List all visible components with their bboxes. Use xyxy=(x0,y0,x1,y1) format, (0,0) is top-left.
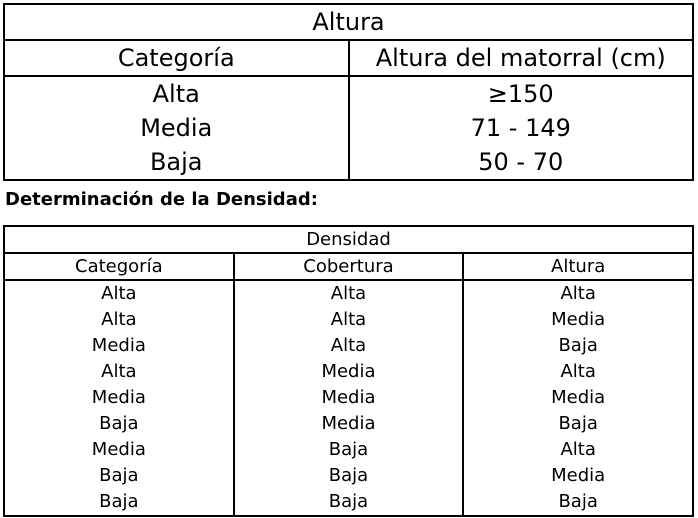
densidad-table xyxy=(3,225,694,517)
table-cell: Media xyxy=(551,309,606,330)
table-cell: Media xyxy=(4,385,234,411)
table-row xyxy=(4,489,693,516)
table-cell: Baja xyxy=(4,463,234,489)
altura-table xyxy=(3,3,694,181)
table-cell: 50 - 70 xyxy=(478,148,564,176)
table-cell: Media xyxy=(234,385,464,411)
table-cell: Baja xyxy=(4,411,234,437)
table-cell: Baja xyxy=(4,489,234,516)
table-row xyxy=(4,385,693,411)
table-cell: Media xyxy=(551,387,606,408)
table-cell: Alta xyxy=(4,359,234,385)
altura-table-title: Altura xyxy=(4,4,693,40)
table-cell: Baja xyxy=(234,489,464,516)
table-row xyxy=(4,76,693,111)
table-row xyxy=(4,145,693,180)
table-row xyxy=(4,333,693,359)
table-cell: 71 - 149 xyxy=(470,114,571,142)
section-heading: Determinación de la Densidad: xyxy=(5,189,318,210)
altura-header-categoria: Categoría xyxy=(4,40,349,76)
table-row xyxy=(4,280,693,307)
table-cell: Alta xyxy=(560,283,596,304)
table-row xyxy=(4,463,693,489)
table-cell: Baja xyxy=(234,463,464,489)
table-cell: Media xyxy=(4,111,349,145)
table-cell: Media xyxy=(234,411,464,437)
table-cell: Baja xyxy=(234,437,464,463)
densidad-header-categoria: Categoría xyxy=(4,253,234,280)
table-cell: Alta xyxy=(560,439,596,460)
table-row xyxy=(4,411,693,437)
table-cell: Media xyxy=(4,333,234,359)
table-cell: Alta xyxy=(4,76,349,111)
altura-header-altura-matorral: Altura del matorral (cm) xyxy=(349,40,694,76)
table-cell: Baja xyxy=(4,145,349,180)
table-cell: ≥150 xyxy=(487,80,554,108)
table-cell: Alta xyxy=(234,280,464,307)
densidad-header-cobertura: Cobertura xyxy=(234,253,464,280)
densidad-table-title: Densidad xyxy=(4,226,693,253)
table-cell: Alta xyxy=(560,361,596,382)
table-cell: Alta xyxy=(4,280,234,307)
table-cell: Baja xyxy=(558,413,598,434)
table-cell: Baja xyxy=(558,335,598,356)
table-row xyxy=(4,111,693,145)
table-cell: Media xyxy=(551,465,606,486)
table-cell: Alta xyxy=(4,307,234,333)
table-cell: Media xyxy=(234,359,464,385)
table-cell: Alta xyxy=(234,333,464,359)
table-row xyxy=(4,307,693,333)
table-cell: Baja xyxy=(558,491,598,512)
table-row xyxy=(4,437,693,463)
densidad-header-altura: Altura xyxy=(463,253,693,280)
table-cell: Media xyxy=(4,437,234,463)
table-row xyxy=(4,359,693,385)
table-cell: Alta xyxy=(234,307,464,333)
